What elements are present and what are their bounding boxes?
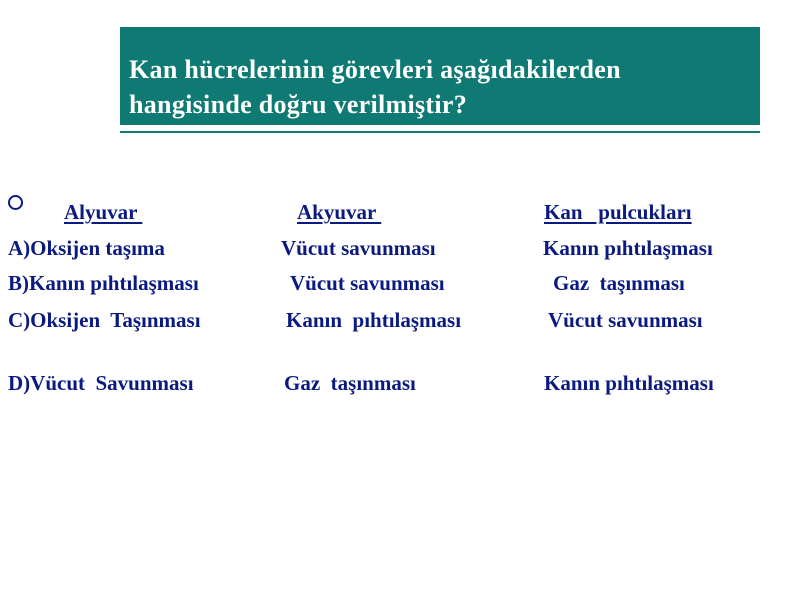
option-d-col2: Gaz taşınması <box>284 371 416 395</box>
title-underline-rule <box>120 131 760 133</box>
header-alyuvar: Alyuvar <box>64 200 143 224</box>
header-kan-pulcuklari: Kan pulcukları <box>544 200 692 224</box>
question-line-1: Kan hücrelerinin görevleri aşağıdakilerden <box>129 55 621 84</box>
header-akyuvar: Akyuvar <box>297 200 382 224</box>
option-c-col3: Vücut savunması <box>548 308 703 332</box>
option-d-col1: D)Vücut Savunması <box>8 371 194 395</box>
question-line-2: hangisinde doğru verilmiştir? <box>129 90 468 119</box>
option-d-col3: Kanın pıhtılaşması <box>544 371 714 395</box>
question-title-box <box>120 27 760 125</box>
option-a-col3: Kanın pıhtılaşması <box>543 236 713 260</box>
bullet-circle-icon <box>8 195 23 210</box>
option-b-col1: B)Kanın pıhtılaşması <box>8 271 199 295</box>
option-c-col2: Kanın pıhtılaşması <box>286 308 462 332</box>
option-c-col1: C)Oksijen Taşınması <box>8 308 201 332</box>
option-b-col3: Gaz taşınması <box>553 271 685 295</box>
option-a-col2: Vücut savunması <box>281 236 436 260</box>
option-b-col2: Vücut savunması <box>290 271 445 295</box>
option-a-col1: A)Oksijen taşıma <box>8 236 165 260</box>
